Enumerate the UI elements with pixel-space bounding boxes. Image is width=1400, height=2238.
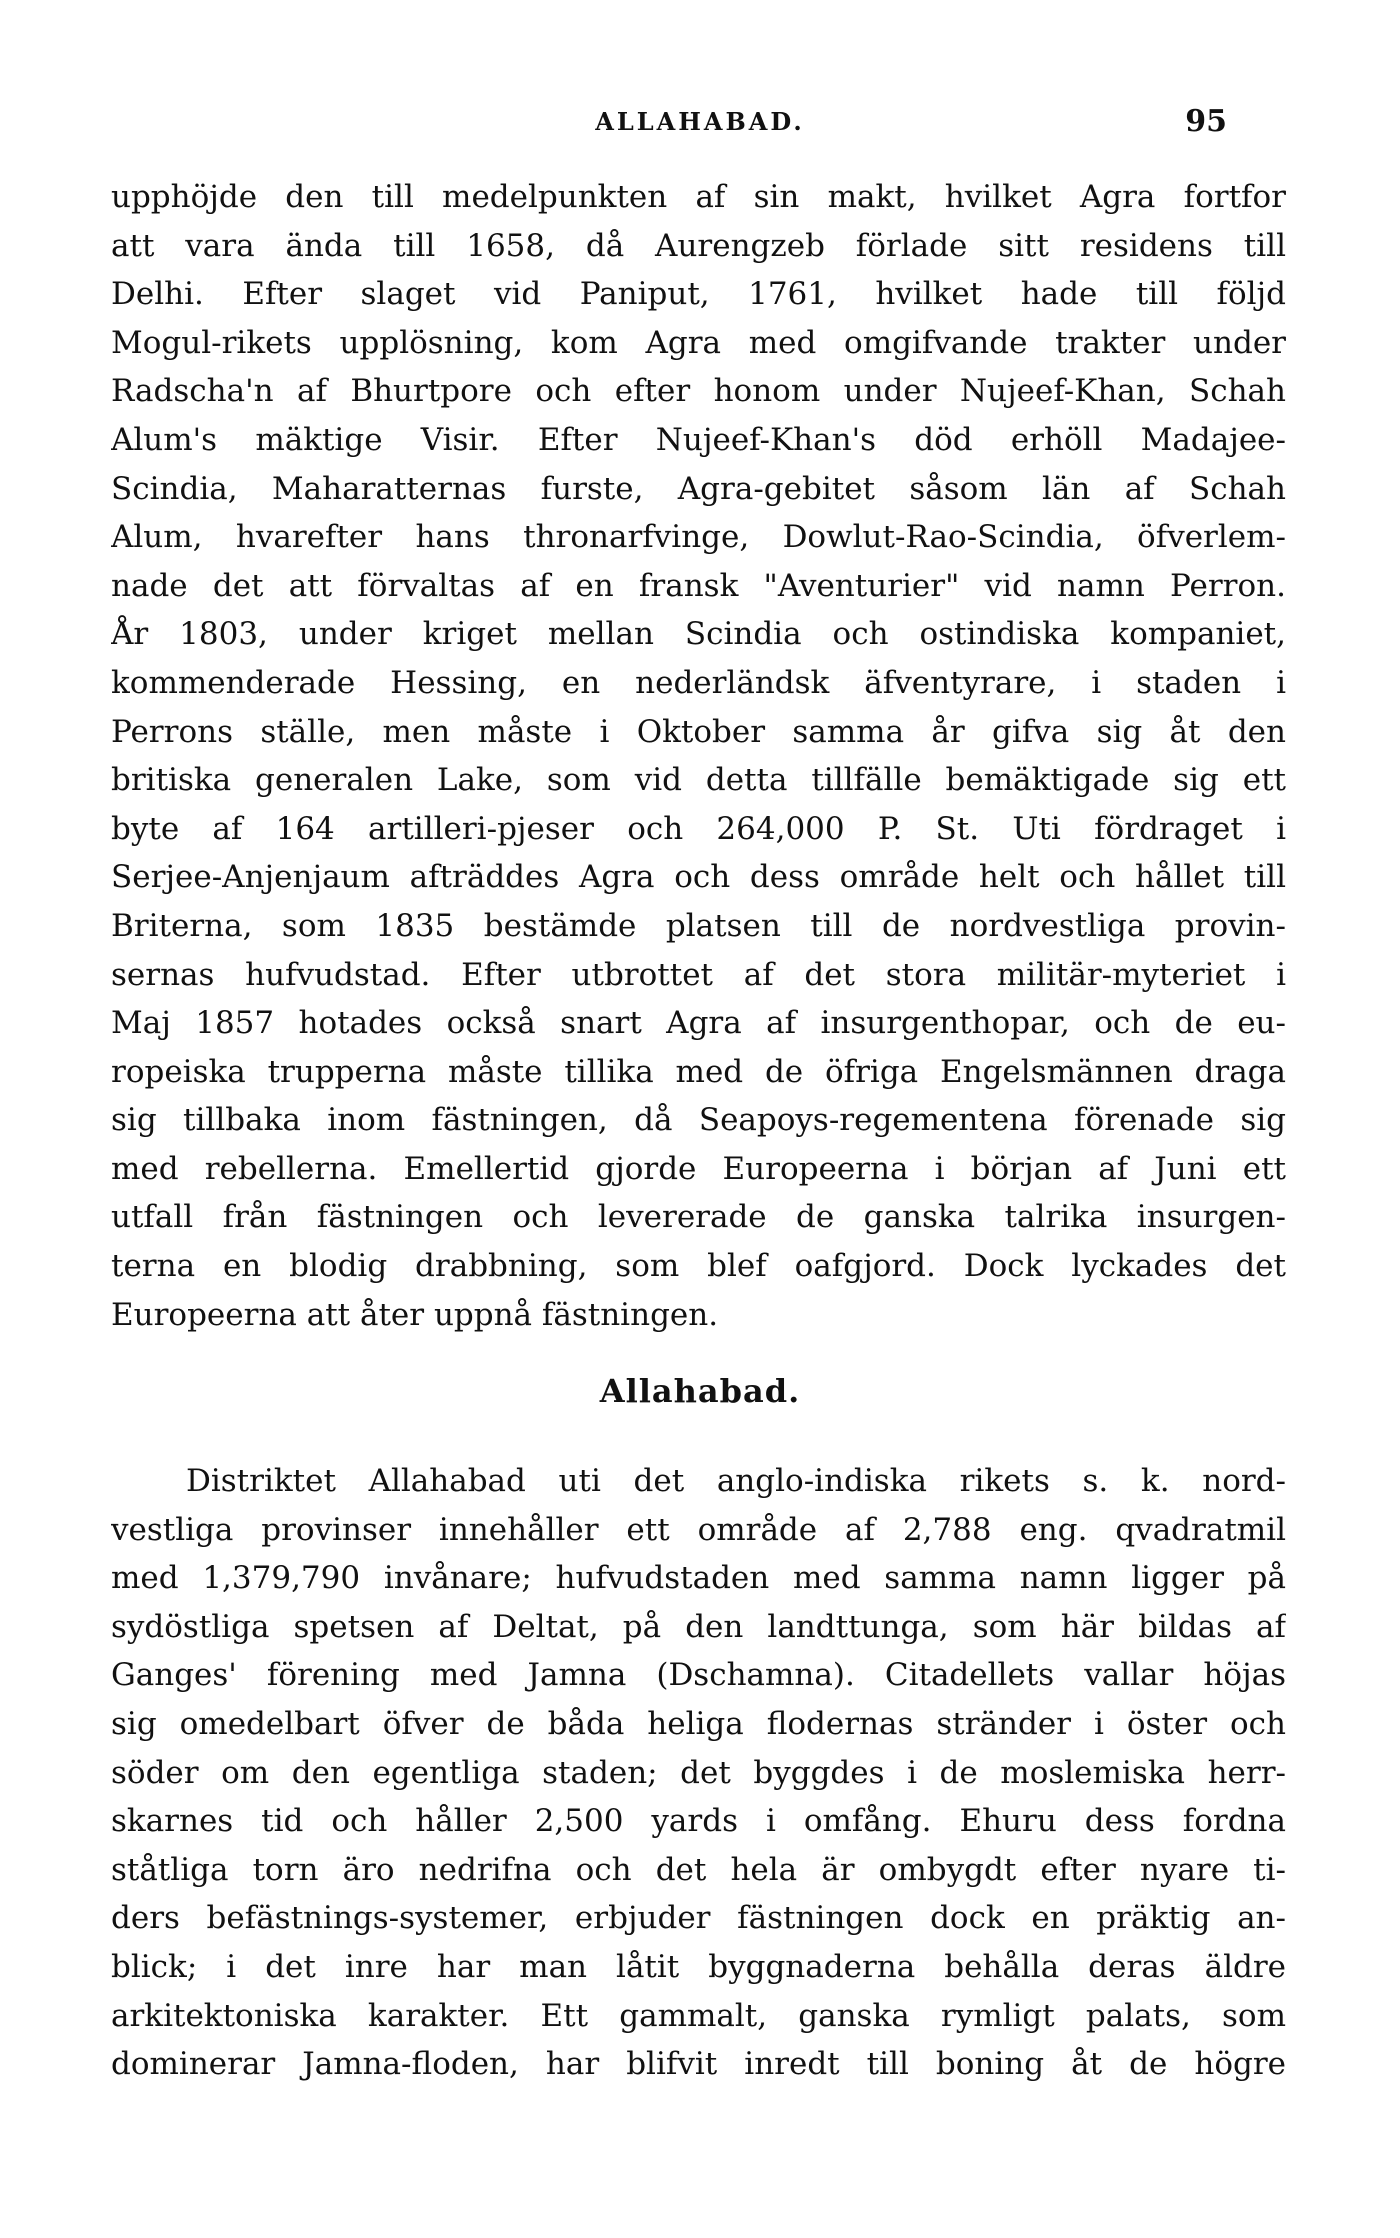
text-line: ders befästnings-systemer, erbjuder fästningen dock en präktig an- [111, 1900, 1286, 1937]
text-line: ståtliga torn äro nedrifna och det hela är ombygdt efter nyare ti- [111, 1851, 1286, 1888]
text-line: Radscha'n af Bhurtpore och efter honom under Nujeef-Khan, Schah [111, 373, 1286, 410]
text-line: Delhi. Efter slaget vid Paniput, 1761, hvilket hade till följd [111, 276, 1286, 313]
text-line: Perrons ställe, men måste i Oktober samma år gifva sig åt den [111, 713, 1286, 750]
text-line: Scindia, Maharatternas furste, Agra-gebitet såsom län af Schah [111, 470, 1286, 507]
text-line: med 1,379,790 invånare; hufvudstaden med samma namn ligger på [111, 1560, 1286, 1597]
text-line: kommenderade Hessing, en nederländsk äfventyrare, i staden i [111, 664, 1286, 701]
text-line: sig tillbaka inom fästningen, då Seapoys-regementena förenade sig [111, 1102, 1286, 1139]
section-heading: Allahabad. [599, 1372, 801, 1410]
text-line: ropeiska trupperna måste tillika med de öfriga Engelsmännen draga [111, 1053, 1286, 1090]
running-head [0, 104, 1400, 147]
text-line: sydöstliga spetsen af Deltat, på den landttunga, som här bildas af [111, 1608, 1286, 1645]
text-line: Distriktet Allahabad uti det anglo-indiska rikets s. k. nord- [186, 1463, 1286, 1499]
running-title: ALLAHABAD. [595, 107, 805, 136]
text-line: byte af 164 artilleri-pjeser och 264,000 P. St. Uti fördraget i [111, 810, 1286, 847]
text-line: Mogul-rikets upplösning, kom Agra med omgifvande trakter under [111, 324, 1286, 361]
text-line: att vara ända till 1658, då Aurengzeb förlade sitt residens till [111, 227, 1286, 264]
text-line: År 1803, under kriget mellan Scindia och ostindiska kompaniet, [111, 616, 1286, 653]
text-line: skarnes tid och håller 2,500 yards i omfång. Ehuru dess fordna [111, 1803, 1286, 1840]
text-line: söder om den egentliga staden; det byggdes i de moslemiska herr- [111, 1754, 1286, 1791]
text-line: sig omedelbart öfver de båda heliga flodernas stränder i öster och [111, 1705, 1286, 1742]
text-line: Serjee-Anjenjaum afträddes Agra och dess område helt och hållet till [111, 859, 1286, 896]
text-line: med rebellerna. Emellertid gjorde Europeerna i början af Juni ett [111, 1150, 1286, 1187]
text-line: arkitektoniska karakter. Ett gammalt, ganska rymligt palats, som [111, 1997, 1286, 2034]
text-line: Maj 1857 hotades också snart Agra af insurgenthopar, och de eu- [111, 1005, 1286, 1042]
text-line: blick; i det inre har man låtit byggnaderna behålla deras äldre [111, 1948, 1286, 1985]
text-line: britiska generalen Lake, som vid detta tillfälle bemäktigade sig ett [111, 762, 1286, 799]
text-line: dominerar Jamna-floden, har blifvit inredt till boning åt de högre [111, 2046, 1286, 2083]
text-line: Europeerna att åter uppnå fästningen. [111, 1296, 719, 1333]
paragraph-agra-history [111, 173, 1286, 1339]
text-line: Briterna, som 1835 bestämde platsen till de nordvestliga provin- [111, 907, 1286, 944]
text-line: upphöjde den till medelpunkten af sin makt, hvilket Agra fortfor [111, 179, 1286, 215]
page-number: 95 [1185, 104, 1227, 139]
text-line: Alum, hvarefter hans thronarfvinge, Dowlut-Rao-Scindia, öfverlem- [111, 519, 1286, 556]
text-line: vestliga provinser innehåller ett område af 2,788 eng. qvadratmil [111, 1511, 1286, 1548]
text-line: terna en blodig drabbning, som blef oafgjord. Dock lyckades det [111, 1248, 1286, 1285]
text-line: Ganges' förening med Jamna (Dschamna). Citadellets vallar höjas [111, 1657, 1286, 1694]
text-line: nade det att förvaltas af en fransk "Aventurier" vid namn Perron. [111, 567, 1286, 604]
paragraph-allahabad-district [111, 1457, 1286, 2089]
text-line: sernas hufvudstad. Efter utbrottet af det stora militär-myteriet i [111, 956, 1286, 993]
text-line: utfall från fästningen och levererade de ganska talrika insurgen- [111, 1199, 1286, 1236]
text-line: Alum's mäktige Visir. Efter Nujeef-Khan's död erhöll Madajee- [111, 421, 1286, 458]
